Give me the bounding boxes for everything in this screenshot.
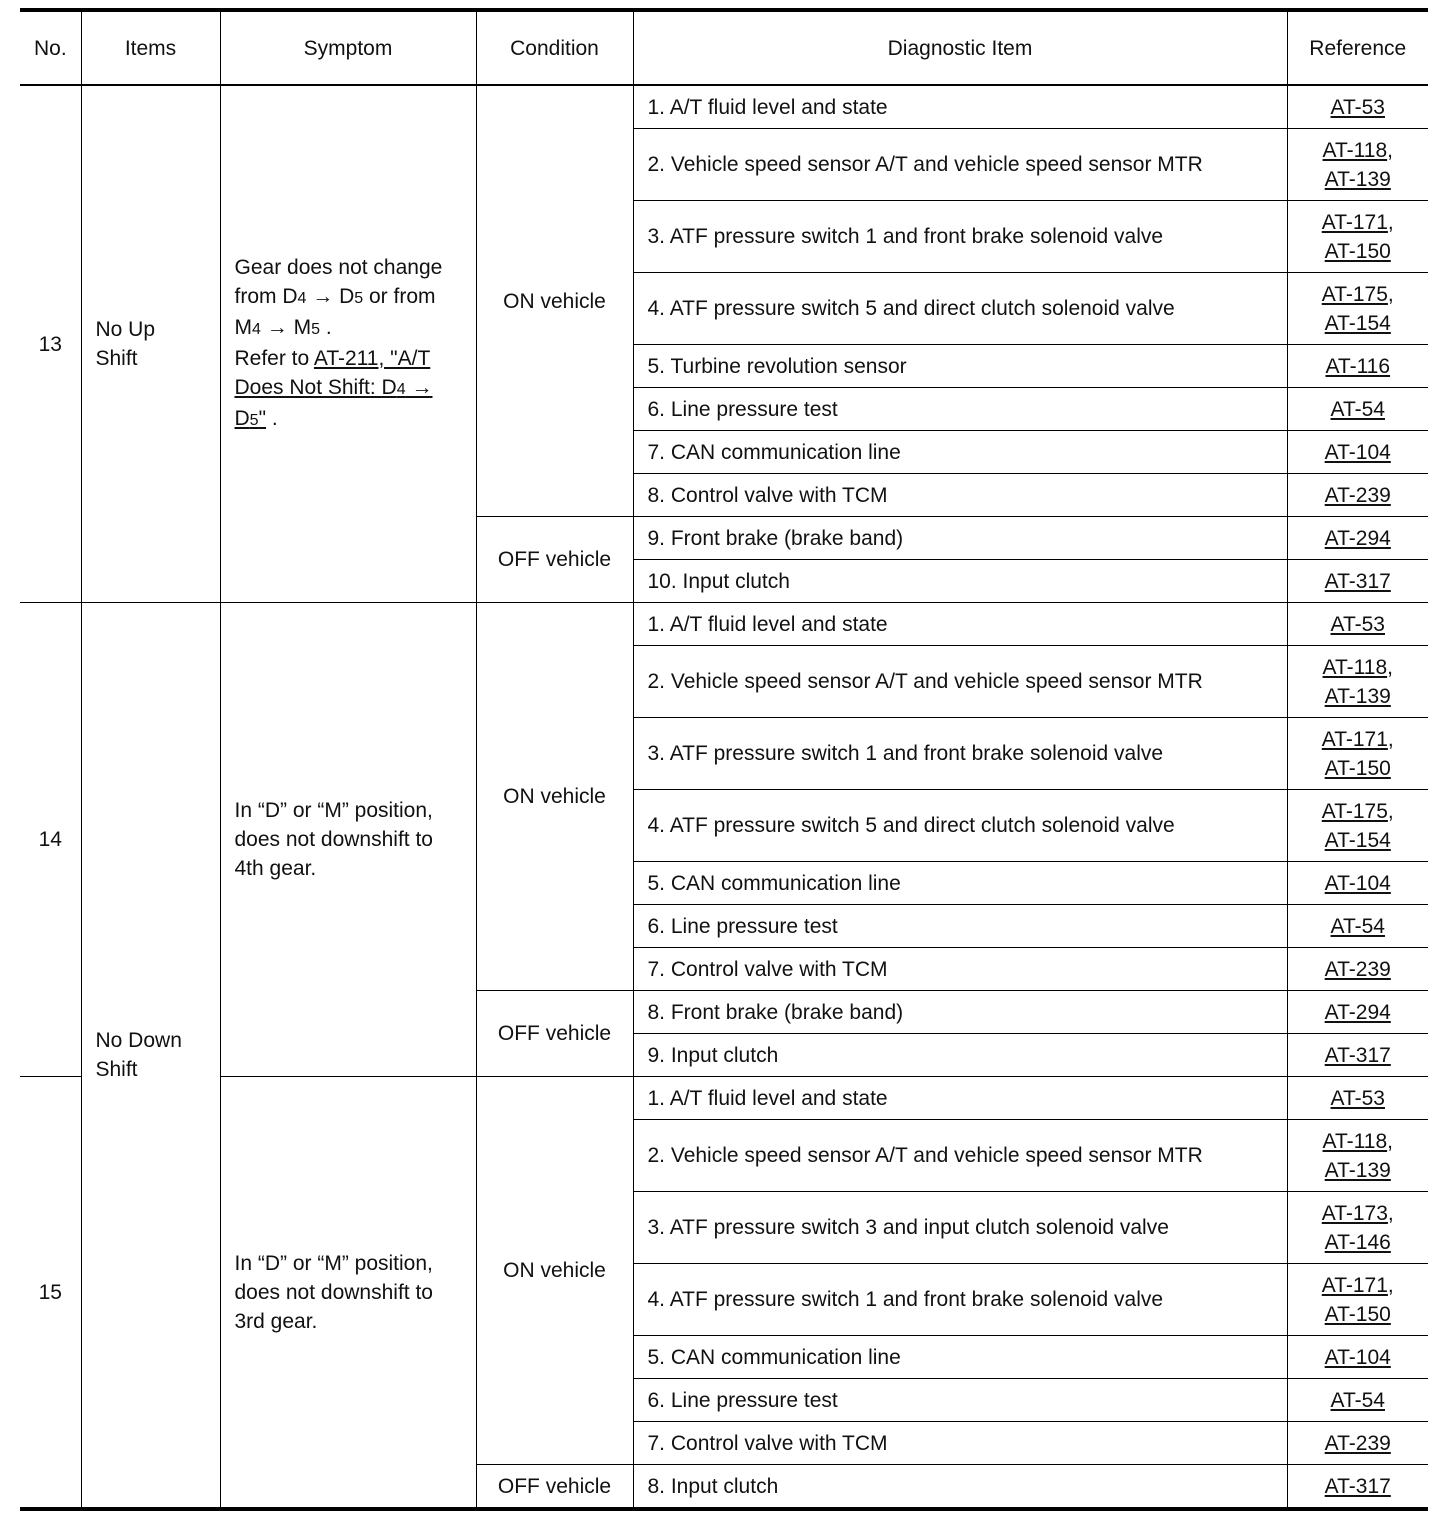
reference-cell: AT-171, AT-150 [1287,718,1428,790]
symptom-text: 4 [252,321,261,338]
reference-cell: AT-171, AT-150 [1287,1264,1428,1336]
diagnostic-item: 5. CAN communication line [633,1336,1287,1379]
symptom-cell [220,85,476,603]
condition-cell: ON vehicle [476,1077,633,1465]
items-label: Shift [95,347,138,370]
diagnostic-item: 4. ATF pressure switch 5 and direct clutch solenoid valve [633,790,1287,862]
reference-link[interactable]: AT-54 [1330,914,1385,938]
symptom-text: → D [306,285,355,308]
reference-link[interactable]: AT-54 [1330,397,1385,421]
symptom-text: In “D” or “M” position, [234,799,433,822]
diagnostic-item: 7. Control valve with TCM [633,948,1287,991]
reference-link[interactable]: AT-104 [1324,871,1391,895]
diagnostic-item: 1. A/T fluid level and state [633,85,1287,129]
reference-cell [1287,1077,1428,1120]
symptom-text: 5 [354,290,364,307]
reference-cell [1287,1336,1428,1379]
reference-link[interactable]: AT-146 [1324,1230,1391,1254]
diagnostic-item: 8. Control valve with TCM [633,474,1287,517]
reference-link[interactable]: AT-139 [1324,1158,1391,1182]
symptom-text: In “D” or “M” position, [234,1251,433,1275]
symptom-text: 4 [297,290,307,307]
reference-link[interactable]: AT-239 [1324,483,1391,507]
diagnostic-item: 2. Vehicle speed sensor A/T and vehicle speed sensor MTR [633,129,1287,201]
reference-link[interactable]: AT-118 [1322,1129,1388,1153]
diagnostic-item: 6. Line pressure test [633,388,1287,431]
reference-cell [1287,905,1428,948]
diagnostic-table [20,8,1428,1511]
reference-cell [1287,388,1428,431]
diagnostic-item: 9. Front brake (brake band) [633,517,1287,560]
symptom-text: 3rd gear. [234,1309,318,1333]
diagnostic-item: 6. Line pressure test [633,1379,1287,1422]
reference-link[interactable]: AT-317 [1324,1474,1391,1498]
reference-link[interactable]: AT-150 [1324,756,1391,780]
header-row [20,10,1428,85]
reference-cell [1287,517,1428,560]
reference-cell [1287,948,1428,991]
diagnostic-item: 6. Line pressure test [633,905,1287,948]
header-reference: Reference [1287,10,1428,85]
header-diagnostic-item: Diagnostic Item [633,10,1287,85]
reference-link[interactable]: AT-154 [1324,828,1391,852]
diagnostic-item: 5. Turbine revolution sensor [633,345,1287,388]
condition-cell: OFF vehicle [476,1465,633,1510]
reference-link[interactable]: AT-150 [1324,1302,1391,1326]
reference-cell [1287,991,1428,1034]
reference-link[interactable]: AT-150 [1324,239,1391,263]
reference-link[interactable]: AT-53 [1330,612,1385,636]
symptom-text: . [266,407,278,430]
diagnostic-item: 5. CAN communication line [633,862,1287,905]
diagnostic-item: 2. Vehicle speed sensor A/T and vehicle speed sensor MTR [633,646,1287,718]
reference-link[interactable]: AT-118 [1322,655,1388,679]
header-no: No. [20,10,81,85]
items-label: No Down [95,1029,182,1052]
symptom-text: from D [234,285,298,308]
reference-cell [1287,474,1428,517]
reference-cell: AT-175, AT-154 [1287,790,1428,862]
reference-link[interactable]: AT-53 [1330,1086,1385,1110]
diagnostic-item: 9. Input clutch [633,1034,1287,1077]
diagnostic-item: 1. A/T fluid level and state [633,603,1287,646]
reference-cell [1287,560,1428,603]
symptom-text: 5 [311,321,320,338]
symptom-text: . [319,316,332,339]
reference-cell [1287,345,1428,388]
diagnostic-item: 2. Vehicle speed sensor A/T and vehicle speed sensor MTR [633,1120,1287,1192]
table-row [20,85,1428,129]
symptom-text: does not downshift to [234,828,433,851]
diagnostic-item: 3. ATF pressure switch 1 and front brake solenoid valve [633,718,1287,790]
reference-link[interactable]: AT-317 [1324,1043,1391,1067]
reference-cell: AT-173, AT-146 [1287,1192,1428,1264]
symptom-reference-link[interactable]: AT-211, "A/T Does Not Shift: D4 → D5" [234,347,433,430]
reference-link[interactable]: AT-175 [1321,799,1388,823]
diagnostic-item: 3. ATF pressure switch 3 and input clutch solenoid valve [633,1192,1287,1264]
reference-cell: AT-175, AT-154 [1287,273,1428,345]
reference-cell [1287,85,1428,129]
symptom-text: M [234,316,252,339]
condition-cell: OFF vehicle [476,517,633,603]
table-row [20,1077,1428,1120]
symptom-text: → M [260,316,312,339]
reference-link[interactable]: AT-171 [1321,727,1388,751]
reference-link[interactable]: AT-175 [1321,282,1388,306]
reference-link[interactable]: AT-116 [1325,354,1391,378]
reference-link[interactable]: AT-294 [1324,1000,1391,1024]
reference-link[interactable]: AT-171 [1321,1273,1388,1297]
reference-link[interactable]: AT-154 [1324,311,1391,335]
reference-cell: AT-118, AT-139 [1287,129,1428,201]
items-label: No Up [95,318,156,341]
reference-cell: AT-118, AT-139 [1287,1120,1428,1192]
items-cell [81,85,220,603]
reference-cell [1287,603,1428,646]
reference-link[interactable]: AT-173 [1321,1201,1388,1225]
reference-link[interactable]: AT-139 [1324,684,1391,708]
diagnostic-item: 1. A/T fluid level and state [633,1077,1287,1120]
reference-link[interactable]: AT-317 [1324,569,1391,593]
symptom-cell [220,603,476,1077]
reference-link[interactable]: AT-104 [1324,1345,1391,1369]
reference-link[interactable]: AT-139 [1324,167,1391,191]
diagnostic-item: 8. Front brake (brake band) [633,991,1287,1034]
reference-cell [1287,1379,1428,1422]
symptom-text: or from [363,285,436,308]
reference-link[interactable]: AT-239 [1324,957,1391,981]
diagnostic-item: 4. ATF pressure switch 1 and front brake solenoid valve [633,1264,1287,1336]
symptom-cell [220,1077,476,1510]
symptom-text: does not downshift to [234,1280,433,1304]
diagnostic-item: 7. Control valve with TCM [633,1422,1287,1465]
reference-cell: AT-118, AT-139 [1287,646,1428,718]
table-row [20,603,1428,646]
reference-link[interactable]: AT-239 [1324,1431,1391,1455]
items-label: Shift [95,1058,138,1081]
reference-cell [1287,1422,1428,1465]
reference-cell [1287,1034,1428,1077]
symptom-text: Gear does not change [234,256,443,279]
row-number: 15 [20,1077,81,1510]
reference-cell [1287,862,1428,905]
reference-cell [1287,1465,1428,1510]
row-number: 14 [20,603,81,1077]
reference-link[interactable]: AT-104 [1324,440,1391,464]
reference-link[interactable]: AT-294 [1324,526,1391,550]
diagnostic-item: 10. Input clutch [633,560,1287,603]
header-symptom: Symptom [220,10,476,85]
symptom-text: Refer to [234,347,314,370]
condition-cell: ON vehicle [476,85,633,517]
reference-cell: AT-171, AT-150 [1287,201,1428,273]
reference-cell [1287,431,1428,474]
reference-link[interactable]: AT-54 [1330,1388,1385,1412]
condition-cell: OFF vehicle [476,991,633,1077]
reference-link[interactable]: AT-118 [1322,138,1388,162]
symptom-text: 4th gear. [234,857,317,880]
header-items: Items [81,10,220,85]
reference-link[interactable]: AT-171 [1321,210,1388,234]
row-number: 13 [20,85,81,603]
diagnostic-item: 8. Input clutch [633,1465,1287,1510]
header-condition: Condition [476,10,633,85]
condition-cell: ON vehicle [476,603,633,991]
diagnostic-item: 3. ATF pressure switch 1 and front brake solenoid valve [633,201,1287,273]
reference-link[interactable]: AT-53 [1330,95,1385,119]
diagnostic-item: 7. CAN communication line [633,431,1287,474]
diagnostic-item: 4. ATF pressure switch 5 and direct clutch solenoid valve [633,273,1287,345]
items-cell [81,603,220,1510]
